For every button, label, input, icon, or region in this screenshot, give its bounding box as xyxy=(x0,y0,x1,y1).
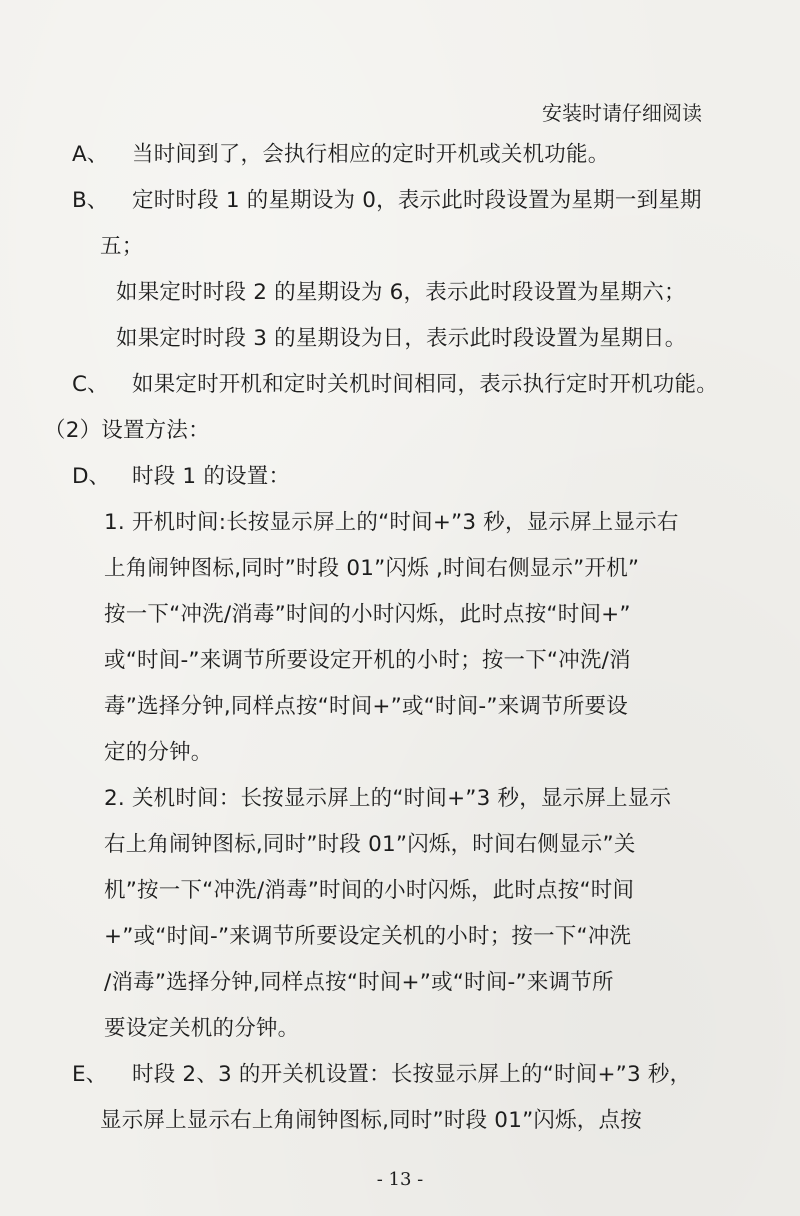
d2-line1: 2. 关机时间：长按显示屏上的“时间+”3 秒，显示屏上显示 xyxy=(104,786,672,811)
item-b-text-line1: 定时时段 1 的星期设为 0，表示此时段设置为星期一到星期 xyxy=(132,188,702,213)
d1-line5: 毒”选择分钟,同样点按“时间+”或“时间-”来调节所要设 xyxy=(104,694,628,719)
item-b-text-line2: 五； xyxy=(100,234,144,259)
page-number: - 13 - xyxy=(376,1169,424,1190)
d1-line1: 1. 开机时间:长按显示屏上的“时间+”3 秒，显示屏上显示右 xyxy=(104,510,679,535)
d2-line3: 机”按一下“冲洗/消毒”时间的小时闪烁，此时点按“时间 xyxy=(104,878,635,903)
item-label-a: A、 xyxy=(72,142,109,167)
item-label-b: B、 xyxy=(72,188,109,213)
item-c-text: 如果定时开机和定时关机时间相同，表示执行定时开机功能。 xyxy=(132,372,718,397)
item-label-e: E、 xyxy=(72,1062,108,1087)
d2-line6: 要设定关机的分钟。 xyxy=(104,1016,300,1041)
d2-line5: /消毒”选择分钟,同样点按“时间+”或“时间-”来调节所 xyxy=(104,970,614,995)
item-e-text-line1: 时段 2、3 的开关机设置：长按显示屏上的“时间+”3 秒， xyxy=(132,1062,692,1087)
d1-line6: 定的分钟。 xyxy=(104,740,213,765)
section-heading-setting-method: （2）设置方法： xyxy=(44,418,210,443)
item-d-text: 时段 1 的设置： xyxy=(132,464,291,489)
item-a-text: 当时间到了，会执行相应的定时开机或关机功能。 xyxy=(132,142,610,167)
item-b-text-line4: 如果定时时段 3 的星期设为日，表示此时段设置为星期日。 xyxy=(116,326,687,351)
d1-line3: 按一下“冲洗/消毒”时间的小时闪烁，此时点按“时间+” xyxy=(104,602,631,627)
d1-line2: 上角闹钟图标,同时”时段 01”闪烁 ,时间右侧显示”开机” xyxy=(104,556,640,581)
d2-line4: +”或“时间-”来调节所要设定关机的小时；按一下“冲洗 xyxy=(104,924,632,949)
item-b-text-line3: 如果定时时段 2 的星期设为 6，表示此时段设置为星期六； xyxy=(116,280,686,305)
d1-line4: 或“时间-”来调节所要设定开机的小时；按一下“冲洗/消 xyxy=(104,648,631,673)
item-label-d: D、 xyxy=(72,464,111,489)
item-label-c: C、 xyxy=(72,372,109,397)
d2-line2: 右上角闹钟图标,同时”时段 01”闪烁，时间右侧显示”关 xyxy=(104,832,636,857)
item-e-text-line2: 显示屏上显示右上角闹钟图标,同时”时段 01”闪烁，点按 xyxy=(100,1108,642,1133)
page-header: 安装时请仔细阅读 xyxy=(542,101,702,125)
